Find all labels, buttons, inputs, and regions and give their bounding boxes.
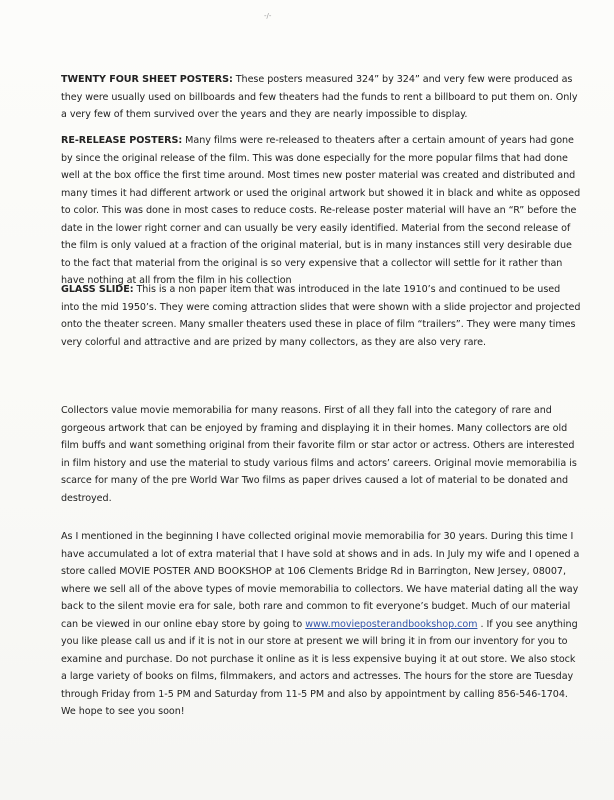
twenty-four-sheet-heading: TWENTY FOUR SHEET POSTERS: [61,74,233,85]
re-release-paragraph [61,132,581,290]
store-website-link[interactable]: www.movieposterandbookshop.com [305,618,478,630]
closing-paragraph [61,528,581,721]
glass-slide-heading: GLASS SLIDE: [61,284,134,295]
closing-body-after-link: . If you see anything you like please call us and if it is not in our store at present we will bring it in from our inventory for you to examine and purchase. Do not purchase it online as it is less expensive buying it at out store. We also stock a large variety of books on films, filmmakers, and actors and actresses. The hours for the store are Tuesday through Friday from 1-5 PM and Saturday from 11-5 PM and also by appointment by calling 856-546-1704. We hope to see you soon! [61,618,578,717]
collectors-paragraph [61,402,581,507]
re-release-heading: RE-RELEASE POSTERS: [61,135,183,146]
glass-slide-paragraph [61,281,581,351]
glass-slide-body: This is a non paper item that was introduced in the late 1910’s and continued to be used into the mid 1950’s. They were coming attraction slides that were shown with a slide projector and projected onto the theater screen. Many smaller theaters used these in place of film “trailers”. They were many times very colorful and attractive and are prized by many collectors, as they are also very rare. [61,284,581,348]
collectors-body: Collectors value movie memorabilia for many reasons. First of all they fall into the category of rare and gorgeous artwork that can be enjoyed by framing and displaying it in their homes. Many collectors are old film buffs and want something original from their favorite film or star actor or actress. Others are interested in film history and use the material to study various films and actors’ careers. Original movie memorabilia is scarce for many of the pre World War Two films as paper drives caused a lot of material to be donated and destroyed. [61,405,577,504]
re-release-body: Many films were re-released to theaters after a certain amount of years had gone by since the original release of the film. This was done especially for the more popular films that had done well at the box office the first time around. Most times new poster material was created and distributed and many times it had different artwork or used the original artwork but showed it in black and white as opposed to color. This was done in most cases to reduce costs. Re-release poster material will have an “R” before the date in the lower right corner and can usually be very easily identified. Material from the second release of the film is only valued at a fraction of the original material, but is in many instances still very desirable due to the fact that material from the original is so very expensive that a collector will settle for it rather than have nothing at all from the film in his collection [61,135,581,286]
scan-mark: -/- [264,12,272,20]
twenty-four-sheet-paragraph [61,71,581,124]
closing-body-before-link: As I mentioned in the beginning I have collected original movie memorabilia for 30 years. During this time I have accumulated a lot of extra material that I have sold at shows and in ads. In July my wife and I opened a store called MOVIE POSTER AND BOOKSHOP at 106 Clements Bridge Rd in Barrington, New Jersey, 08007, where we sell all of the above types of movie memorabilia to collectors. We have material dating all the way back to the silent movie era for sale, both rare and common to fit everyone’s budget. Much of our material can be viewed in our online ebay store by going to [61,531,580,630]
twenty-four-sheet-body: These posters measured 324” by 324” and very few were produced as they were usually used on billboards and few theaters had the funds to rent a billboard to put them on. Only a very few of them survived over the years and they are nearly impossible to display. [61,74,578,120]
